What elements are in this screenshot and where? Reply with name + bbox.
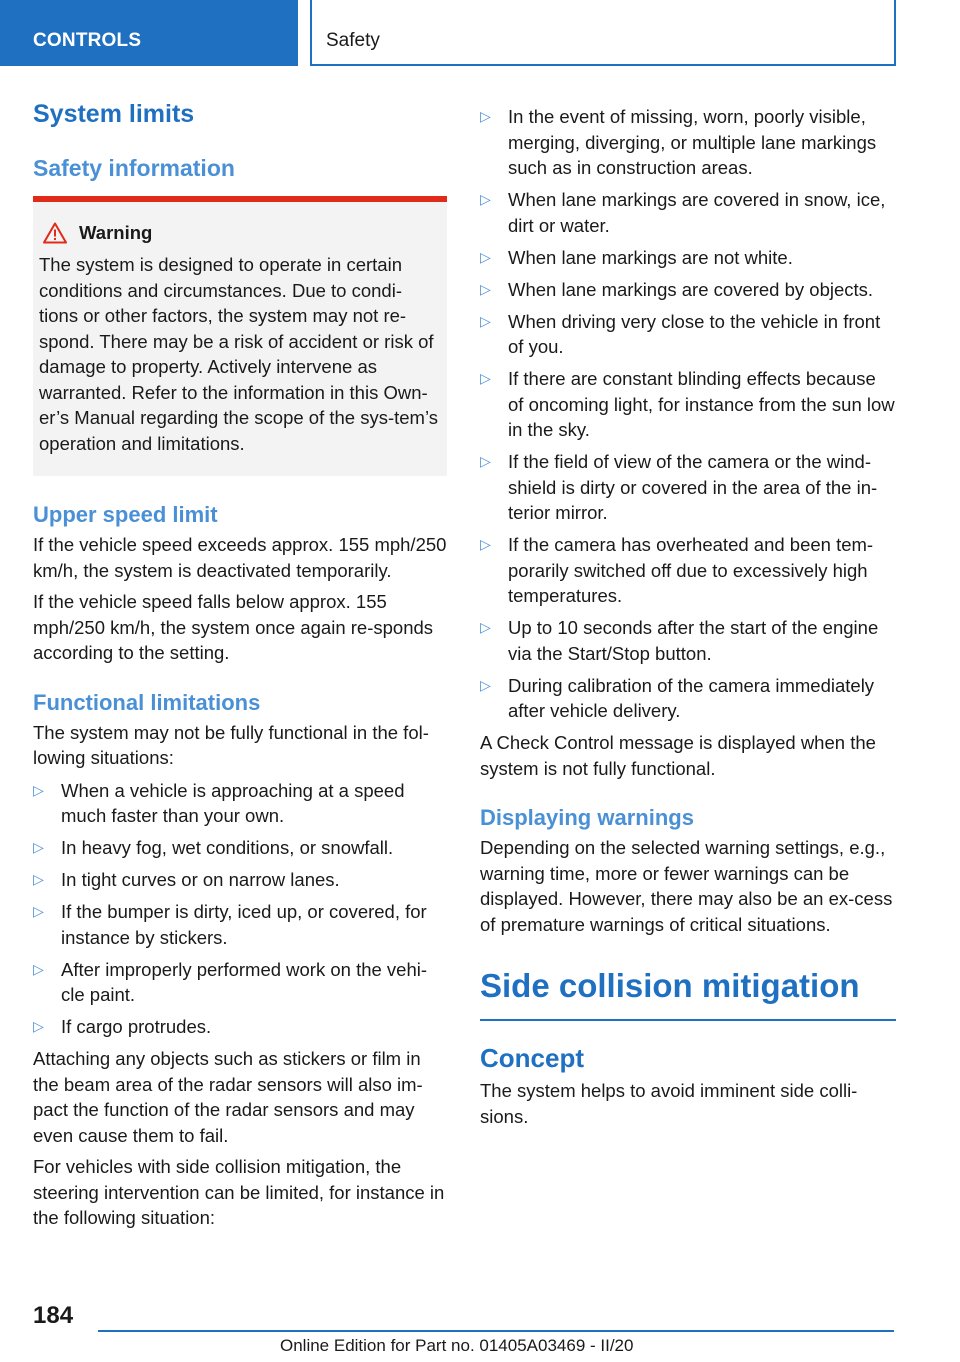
triangle-bullet-icon: ▷ [480,191,491,207]
warning-triangle-icon [43,222,67,244]
page-header [0,0,960,66]
additional-limitations-list [480,104,896,724]
heading-upper-speed-limit: Upper speed limit [33,502,218,527]
triangle-bullet-icon: ▷ [480,312,491,329]
list-item: ▷ If the bumper is dirty, iced up, or covered, for instance by stickers. [33,901,427,948]
list-item: ▷ When lane markings are covered by objects. [480,277,896,303]
triangle-bullet-icon: ▷ [33,781,44,798]
footer-divider [98,1330,894,1332]
triangle-bullet-icon: ▷ [480,676,491,693]
heading-system-limits: System limits [33,100,195,128]
list-item: ▷ During calibration of the camera immediately after vehicle delivery. [480,674,875,721]
upper-speed-paragraph-2: If the vehicle speed falls below approx. 155 mph/250 km/h, the system once again re-sponds according to the setting. [33,591,434,663]
list-item: ▷ In the event of missing, worn, poorly visible, merging, diverging, or multiple lane markings such as in construction areas. [480,106,877,178]
displaying-warnings-paragraph: Depending on the selected warning settings, e.g., warning time, more or fewer warnings can be displayed. However, there may also be an ex-cess of premature warnings of critical situations. [480,837,893,935]
left-column [33,100,447,1231]
triangle-bullet-icon: ▷ [480,370,491,386]
warning-label: Warning [79,222,153,243]
triangle-bullet-icon: ▷ [480,619,491,635]
edition-text: Online Edition for Part no. 01405A03469 - II/20 [280,1336,634,1355]
functional-limitations-list [33,778,447,1040]
triangle-bullet-icon: ▷ [480,108,491,124]
triangle-bullet-icon: ▷ [480,536,491,552]
list-item: ▷ In heavy fog, wet conditions, or snowfall. [33,835,447,861]
warning-title [39,222,439,244]
triangle-bullet-icon: ▷ [480,280,491,297]
upper-speed-paragraph-1: If the vehicle speed exceeds approx. 155 mph/250 km/h, the system is deactivated temporarily. [33,534,447,581]
concept-paragraph: The system helps to avoid imminent side colli-sions. [480,1080,858,1127]
list-item: ▷ When lane markings are not white. [480,245,896,271]
triangle-bullet-icon: ▷ [33,1018,44,1034]
side-collision-paragraph: For vehicles with side collision mitigation, the steering intervention can be limited, for instance in the following situation: [33,1156,445,1228]
attaching-paragraph: Attaching any objects such as stickers or film in the beam area of the radar sensors will also im-pact the function of the radar sensors and may even cause them to fail. [33,1048,423,1146]
list-item: ▷ When lane markings are covered in snow, ice, dirt or water. [480,189,886,236]
list-item: ▷ If cargo protrudes. [33,1014,447,1040]
list-item: ▷ If the field of view of the camera or the wind-shield is dirty or covered in the area of the in-terior mirror. [480,451,878,523]
chapter-title: Safety [310,0,896,66]
list-item: ▷ After improperly performed work on the vehi-cle paint. [33,958,428,1005]
functional-intro: The system may not be fully functional in the fol-lowing situations: [33,721,429,768]
triangle-bullet-icon: ▷ [33,871,44,887]
triangle-bullet-icon: ▷ [480,453,491,469]
triangle-bullet-icon: ▷ [33,903,44,919]
list-item: ▷ In tight curves or on narrow lanes. [33,867,447,893]
warning-box [33,196,447,476]
list-item: ▷ When driving very close to the vehicle in front of you. [480,310,881,357]
list-item: ▷ When a vehicle is approaching at a speed much faster than your own. [33,779,405,826]
heading-displaying-warnings: Displaying warnings [480,805,694,830]
triangle-bullet-icon: ▷ [33,960,44,977]
triangle-bullet-icon: ▷ [480,248,491,265]
warning-text: The system is designed to operate in certain conditions and circumstances. Due to condi-tions or other factors, the system may not re-spond. There may be a risk of accident or risk of damage to property. Actively intervene as warranted. Refer to the information in this Own-er’s Manual regarding the scope of the sys-tem’s operation and limitations. [39,254,438,454]
heading-concept: Concept [480,1043,584,1073]
list-item: ▷ If the camera has overheated and been tem-porarily switched off due to excessively high temperatures. [480,534,874,606]
triangle-bullet-icon: ▷ [33,839,44,855]
heading-functional-limitations: Functional limitations [33,689,261,715]
section-tab: CONTROLS [0,0,298,66]
list-item: ▷ Up to 10 seconds after the start of the engine via the Start/Stop button. [480,617,879,664]
list-item: ▷ If there are constant blinding effects because of oncoming light, for instance from the sun low in the sky. [480,368,895,440]
heading-safety-information: Safety information [33,155,235,181]
heading-side-collision-mitigation: Side collision mitigation [480,967,896,1021]
right-column [480,104,896,1129]
page-number: 184 [33,1302,74,1329]
check-control-paragraph: A Check Control message is displayed when the system is not fully functional. [480,732,876,779]
